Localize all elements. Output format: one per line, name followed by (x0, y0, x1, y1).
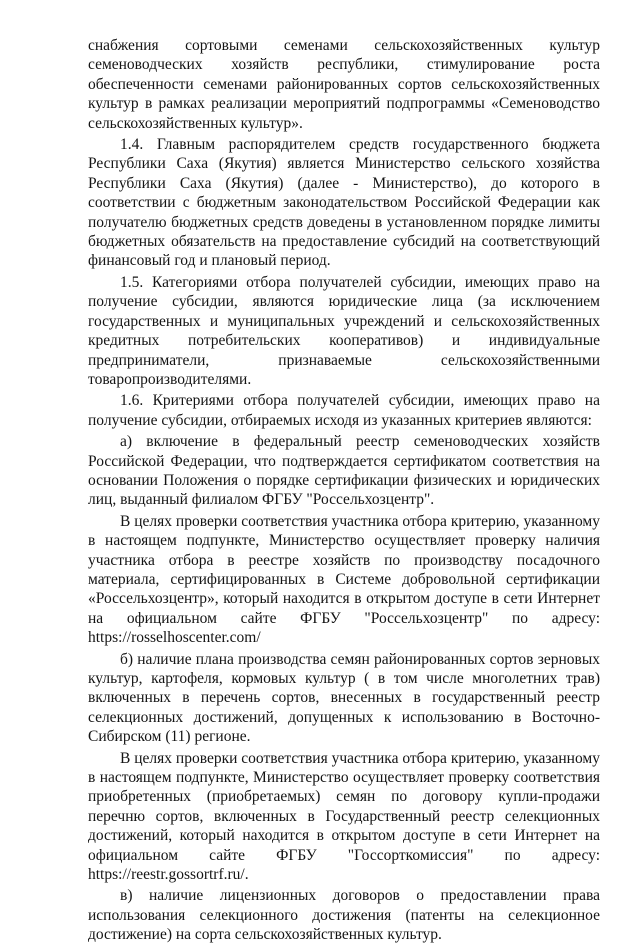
criterion-b-verification: В целях проверки соответствия участника отбора критерию, указанному в настоящем подпункте, Министерство осуществляет проверку соответствия приобретенных (приобретаемых) семян по договору купли-продажи перечню сортов, включенных в Государственный реестр селекционных достижений, который находится в открытом доступе в сети Интернет на официальном сайте ФГБУ "Госсорткомиссия" по адресу: https://reestr.gossortrf.ru/. (88, 749, 600, 884)
criterion-c: в) наличие лицензионных договоров о предоставлении права использования селекционного достижения (патенты на селекционное достижение) на сорта сельскохозяйственных культур. (88, 887, 600, 944)
paragraph-1-5: 1.5. Категориями отбора получателей субсидии, имеющих право на получение субсидии, являются юридические лица (за исключением государственных и муниципальных учреждений и сельскохозяйственных кредитных потребительских кооперативов) и индивидуальные предприниматели, признаваемые сельскохозяйственными товаропроизводителями. (88, 273, 600, 388)
criterion-a: а) включение в федеральный реестр семеноводческих хозяйств Российской Федерации, что подтверждается сертификатом соответствия на основании Положения о порядке сертификации физических и юридических лиц, выданный филиалом ФГБУ "Россельхозцентр". (88, 433, 600, 509)
criterion-b: б) наличие плана производства семян районированных сортов зерновых культур, картофеля, кормовых культур ( в том числе многолетних трав) включенных в перечень сортов, внесенных в государственный реестр селекционных достижений, допущенных к использованию в Восточно-Сибирском (11) регионе. (88, 650, 600, 746)
document-page (88, 36, 600, 947)
criterion-a-verification: В целях проверки соответствия участника отбора критерию, указанному в настоящем подпункте, Министерство осуществляет проверку наличия участника отбора в реестре хозяйств по производству посадочного материала, сертифицированных в Системе добровольной сертификации «Россельхозцентр», который находится в открытом доступе в сети Интернет на официальном сайте ФГБУ "Россельхозцентр" по адресу: https://rosselhoscenter.com/ (88, 512, 600, 647)
paragraph-1-4: 1.4. Главным распорядителем средств государственного бюджета Республики Саха (Якутия) является Министерство сельского хозяйства Республики Саха (Якутия) (далее - Министерство), до которого в соответствии с бюджетным законодательством Российской Федерации как получателю бюджетных средств доведены в установленном порядке лимиты бюджетных обязательств на предоставление субсидий на соответствующий финансовый год и плановый период. (88, 136, 600, 270)
paragraph-1-6: 1.6. Критериями отбора получателей субсидии, имеющих право на получение субсидии, отбираемых исходя из указанных критериев являются: (88, 392, 600, 429)
paragraph-continuation: снабжения сортовыми семенами сельскохозяйственных культур семеноводческих хозяйств республики, стимулирование роста обеспеченности семенами районированных сортов сельскохозяйственных культур в рамках реализации мероприятий подпрограммы «Семеноводство сельскохозяйственных культур». (88, 37, 600, 132)
